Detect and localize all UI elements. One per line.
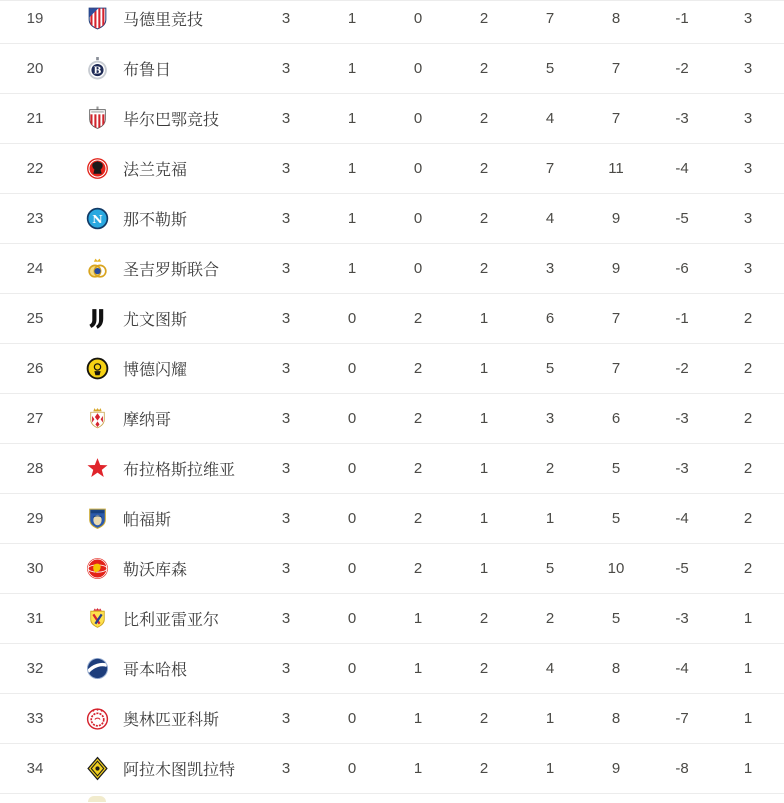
table-row[interactable] (0, 44, 784, 94)
stat-losses: 1 (479, 360, 489, 377)
stat-goals-against: 7 (611, 60, 621, 77)
stat-draws: 1 (413, 760, 423, 777)
svg-text:B: B (93, 65, 101, 77)
rank-cell: 27 (26, 410, 44, 427)
stat-played: 3 (281, 110, 291, 127)
rank-cell: 28 (26, 460, 44, 477)
rank-cell: 29 (26, 510, 44, 527)
stat-played: 3 (281, 160, 291, 177)
table-row[interactable] (0, 244, 784, 294)
stat-goals-against: 5 (611, 460, 621, 477)
team-name: 帕福斯 (123, 512, 172, 529)
rank-cell: 32 (26, 660, 44, 677)
stat-draws: 0 (413, 10, 423, 27)
stat-draws: 2 (413, 360, 423, 377)
table-row[interactable] (0, 94, 784, 144)
stat-draws: 1 (413, 710, 423, 727)
stat-points: 2 (743, 410, 753, 427)
stat-goal-diff: -5 (675, 210, 689, 227)
stat-wins: 1 (347, 10, 357, 27)
stat-goals-against: 8 (611, 710, 621, 727)
rank-cell: 24 (26, 260, 44, 277)
stat-wins: 0 (347, 760, 357, 777)
stat-losses: 2 (479, 60, 489, 77)
team-name: 摩纳哥 (123, 412, 172, 429)
stat-wins: 1 (347, 160, 357, 177)
stat-points: 3 (743, 210, 753, 227)
stat-goal-diff: -8 (675, 760, 689, 777)
stat-draws: 0 (413, 210, 423, 227)
stat-played: 3 (281, 760, 291, 777)
table-row[interactable] (0, 294, 784, 344)
kairat-logo-icon (84, 756, 110, 782)
stat-points: 2 (743, 360, 753, 377)
stat-goals-against: 10 (607, 560, 625, 577)
table-row[interactable] (0, 144, 784, 194)
stat-goals-against: 9 (611, 760, 621, 777)
stat-wins: 0 (347, 660, 357, 677)
stat-wins: 1 (347, 260, 357, 277)
team-name: 马德里竞技 (123, 12, 204, 29)
stat-goal-diff: -3 (675, 610, 689, 627)
team-name: 阿拉木图凯拉特 (123, 762, 236, 779)
stat-points: 3 (743, 60, 753, 77)
table-row[interactable] (0, 0, 784, 44)
stat-goals-for: 1 (545, 710, 555, 727)
stat-goals-for: 3 (545, 410, 555, 427)
stat-losses: 2 (479, 760, 489, 777)
stat-goals-for: 1 (545, 760, 555, 777)
stat-goals-against: 8 (611, 660, 621, 677)
juventus-logo-icon (84, 306, 110, 332)
stat-losses: 1 (479, 560, 489, 577)
stat-wins: 0 (347, 460, 357, 477)
table-row[interactable] (0, 194, 784, 244)
slavia-prague-logo-icon (84, 456, 110, 482)
stat-wins: 0 (347, 510, 357, 527)
stat-goals-against: 5 (611, 610, 621, 627)
stat-goals-for: 5 (545, 560, 555, 577)
rank-cell: 20 (26, 60, 44, 77)
stat-draws: 1 (413, 660, 423, 677)
stat-played: 3 (281, 460, 291, 477)
stat-draws: 2 (413, 310, 423, 327)
stat-goal-diff: -4 (675, 160, 689, 177)
stat-goal-diff: -6 (675, 260, 689, 277)
stat-wins: 0 (347, 410, 357, 427)
leverkusen-logo-icon (84, 556, 110, 582)
rank-cell: 25 (26, 310, 44, 327)
team-name: 布鲁日 (123, 62, 172, 79)
stat-draws: 2 (413, 510, 423, 527)
stat-losses: 1 (479, 410, 489, 427)
team-name: 比利亚雷亚尔 (123, 612, 220, 629)
stat-draws: 2 (413, 410, 423, 427)
stat-goal-diff: -2 (675, 360, 689, 377)
stat-goal-diff: -7 (675, 710, 689, 727)
stat-draws: 0 (413, 60, 423, 77)
stat-wins: 0 (347, 610, 357, 627)
team-name: 奥林匹亚科斯 (123, 712, 220, 729)
union-sg-logo-icon (84, 256, 110, 282)
stat-points: 2 (743, 510, 753, 527)
stat-played: 3 (281, 410, 291, 427)
stat-goals-for: 5 (545, 60, 555, 77)
atletico-madrid-logo-icon (84, 6, 110, 32)
stat-losses: 1 (479, 460, 489, 477)
stat-goal-diff: -1 (675, 10, 689, 27)
stat-draws: 2 (413, 460, 423, 477)
rank-cell: 23 (26, 210, 44, 227)
team-name: 哥本哈根 (123, 662, 188, 679)
stat-points: 2 (743, 460, 753, 477)
stat-wins: 1 (347, 60, 357, 77)
stat-played: 3 (281, 310, 291, 327)
stat-wins: 0 (347, 360, 357, 377)
team-name: 毕尔巴鄂竞技 (123, 112, 220, 129)
napoli-logo-icon (84, 206, 110, 232)
stat-goals-against: 5 (611, 510, 621, 527)
olympiacos-logo-icon (84, 706, 110, 732)
stat-wins: 1 (347, 110, 357, 127)
stat-wins: 0 (347, 560, 357, 577)
stat-goal-diff: -4 (675, 660, 689, 677)
team-name: 那不勒斯 (123, 212, 188, 229)
stat-points: 3 (743, 260, 753, 277)
stat-points: 2 (743, 310, 753, 327)
stat-losses: 2 (479, 710, 489, 727)
stat-points: 1 (743, 610, 753, 627)
club-brugge-logo-icon (84, 56, 110, 82)
stat-goals-for: 1 (545, 510, 555, 527)
stat-points: 1 (743, 660, 753, 677)
stat-goal-diff: -3 (675, 410, 689, 427)
stat-goals-against: 9 (611, 210, 621, 227)
stat-losses: 2 (479, 260, 489, 277)
team-name: 勒沃库森 (123, 562, 188, 579)
stat-goals-for: 3 (545, 260, 555, 277)
stat-losses: 2 (479, 10, 489, 27)
stat-goal-diff: -4 (675, 510, 689, 527)
villarreal-logo-icon (84, 606, 110, 632)
team-name: 法兰克福 (123, 162, 188, 179)
stat-played: 3 (281, 660, 291, 677)
stat-goals-against: 8 (611, 10, 621, 27)
partial-team-logo-icon (88, 796, 106, 802)
stat-draws: 0 (413, 160, 423, 177)
svg-text:N: N (91, 211, 103, 226)
table-row[interactable] (0, 594, 784, 644)
athletic-bilbao-logo-icon (84, 106, 110, 132)
stat-points: 3 (743, 160, 753, 177)
stat-points: 1 (743, 760, 753, 777)
frankfurt-logo-icon (84, 156, 110, 182)
stat-goals-for: 5 (545, 360, 555, 377)
rank-cell: 21 (26, 110, 44, 127)
team-name: 圣吉罗斯联合 (123, 262, 220, 279)
stat-goal-diff: -5 (675, 560, 689, 577)
stat-played: 3 (281, 60, 291, 77)
stat-goal-diff: -3 (675, 460, 689, 477)
stat-goals-for: 7 (545, 160, 555, 177)
stat-goals-against: 7 (611, 360, 621, 377)
stat-played: 3 (281, 360, 291, 377)
stat-played: 3 (281, 260, 291, 277)
stat-goals-against: 11 (608, 160, 624, 177)
stat-losses: 2 (479, 610, 489, 627)
stat-losses: 2 (479, 110, 489, 127)
stat-wins: 1 (347, 210, 357, 227)
stat-losses: 2 (479, 160, 489, 177)
stat-played: 3 (281, 10, 291, 27)
stat-points: 3 (743, 10, 753, 27)
team-name: 布拉格斯拉维亚 (123, 462, 236, 479)
copenhagen-logo-icon (84, 656, 110, 682)
stat-points: 2 (743, 560, 753, 577)
stat-goal-diff: -3 (675, 110, 689, 127)
stat-goals-for: 7 (545, 10, 555, 27)
rank-cell: 19 (26, 10, 44, 27)
partial-next-row (0, 794, 784, 802)
stat-goals-for: 2 (545, 610, 555, 627)
table-row[interactable] (0, 394, 784, 444)
stat-played: 3 (281, 710, 291, 727)
stat-goals-against: 9 (611, 260, 621, 277)
table-row[interactable] (0, 544, 784, 594)
stat-wins: 0 (347, 310, 357, 327)
stat-draws: 2 (413, 560, 423, 577)
stat-draws: 1 (413, 610, 423, 627)
stat-losses: 2 (479, 660, 489, 677)
rank-cell: 33 (26, 710, 44, 727)
stat-points: 3 (743, 110, 753, 127)
stat-wins: 0 (347, 710, 357, 727)
table-row[interactable] (0, 344, 784, 394)
bodo-glimt-logo-icon (84, 356, 110, 382)
stat-goal-diff: -2 (675, 60, 689, 77)
stat-played: 3 (281, 610, 291, 627)
rank-cell: 26 (26, 360, 44, 377)
stat-goals-for: 2 (545, 460, 555, 477)
rank-cell: 22 (26, 160, 44, 177)
stat-played: 3 (281, 560, 291, 577)
stat-draws: 0 (413, 260, 423, 277)
stat-goals-against: 6 (611, 410, 621, 427)
rank-cell: 31 (26, 610, 44, 627)
stat-losses: 2 (479, 210, 489, 227)
team-name: 尤文图斯 (123, 312, 188, 329)
stat-goals-against: 7 (611, 310, 621, 327)
table-row[interactable] (0, 644, 784, 694)
stat-goals-for: 4 (545, 210, 555, 227)
pafos-logo-icon (84, 506, 110, 532)
stat-draws: 0 (413, 110, 423, 127)
rank-cell: 30 (26, 560, 44, 577)
stat-goals-for: 4 (545, 660, 555, 677)
rank-cell: 34 (26, 760, 44, 777)
stat-losses: 1 (479, 310, 489, 327)
top-divider (0, 0, 784, 1)
table-row[interactable] (0, 744, 784, 794)
table-row[interactable] (0, 494, 784, 544)
stat-played: 3 (281, 510, 291, 527)
table-row[interactable] (0, 444, 784, 494)
stat-points: 1 (743, 710, 753, 727)
stat-goals-for: 4 (545, 110, 555, 127)
team-name: 博德闪耀 (123, 362, 188, 379)
stat-goals-against: 7 (611, 110, 621, 127)
monaco-logo-icon (84, 406, 110, 432)
stat-goals-for: 6 (545, 310, 555, 327)
stat-goal-diff: -1 (675, 310, 689, 327)
stat-losses: 1 (479, 510, 489, 527)
stat-played: 3 (281, 210, 291, 227)
table-row[interactable] (0, 694, 784, 744)
